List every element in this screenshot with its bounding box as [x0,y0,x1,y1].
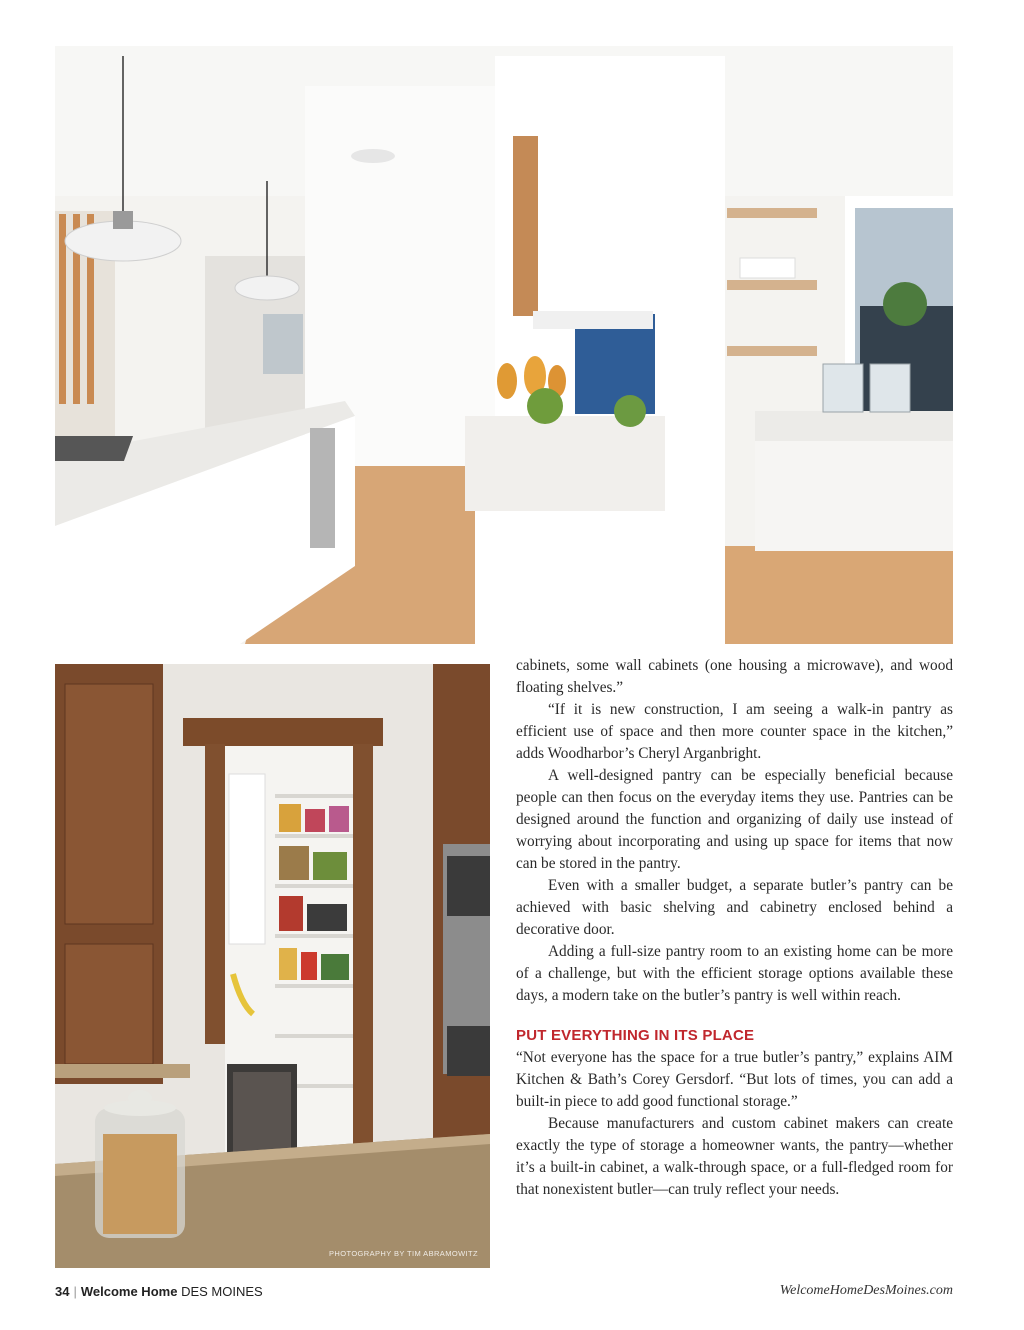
section-heading: PUT EVERYTHING IN ITS PLACE [516,1027,755,1044]
article-paragraph: “If it is new construction, I am seeing a walk-in pantry as efficient use of space and then more counter space in the kitchen,” adds Woodharbor’s Cheryl Arganbright. [516,701,953,762]
magazine-brand: Welcome Home [80,1284,178,1299]
footer-separator: | [73,1284,77,1299]
article-paragraph: Because manufacturers and custom cabinet makers can create exactly the type of storage a homeowner wants, the pantry—whether it’s a built-in cabinet, a walk-through space, or a full-fledged room for that nonexistent butler—can truly reflect your needs. [516,1115,953,1198]
article-body [516,655,953,1201]
article-paragraph: “Not everyone has the space for a true butler’s pantry,” explains AIM Kitchen & Bath’s Corey Gersdorf. “But lots of times, you can add a built-in piece to add good functional storage.” [516,1049,953,1110]
photo-credit: PHOTOGRAPHY BY TIM ABRAMOWITZ [329,1249,478,1258]
article-paragraph: A well-designed pantry can be especially beneficial because people can then focus on the everyday items they use. Pantries can be designed around the function and organizing of daily use instead of worrying about incorporating and using up space for items that now can be stored in the pantry. [516,767,953,872]
article-paragraph: cabinets, some wall cabinets (one housing a microwave), and wood floating shelves.” [516,657,953,696]
magazine-city: DES MOINES [181,1284,263,1299]
kitchen-photo [55,46,953,644]
footer-folio [55,1284,263,1299]
article-paragraph: Even with a smaller budget, a separate butler’s pantry can be achieved with basic shelving and cabinetry enclosed behind a decorative door. [516,877,953,938]
kitchen-illustration [55,46,953,644]
page-number: 34 [55,1284,70,1299]
footer-website: WelcomeHomeDesMoines.com [779,1283,953,1298]
pantry-illustration [55,664,490,1268]
pantry-photo [55,664,490,1268]
article-paragraph: Adding a full-size pantry room to an existing home can be more of a challenge, but with the efficient storage options available these days, a modern take on the butler’s pantry is well within reach. [516,943,953,1004]
